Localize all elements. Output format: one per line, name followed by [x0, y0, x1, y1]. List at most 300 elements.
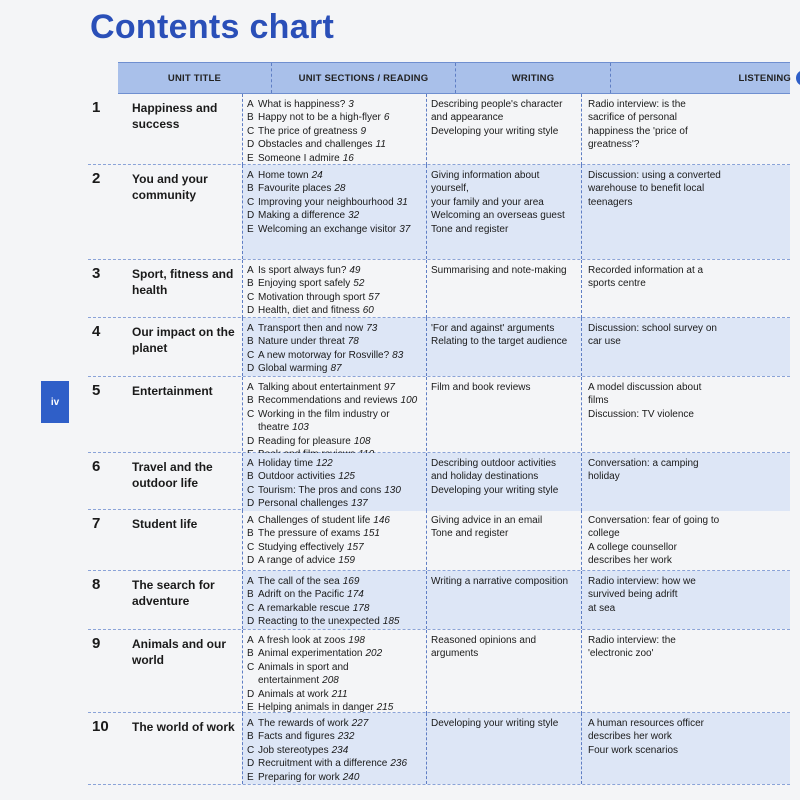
- section-text: [258, 98, 422, 111]
- section-item: [247, 771, 422, 784]
- listening-line: Radio interview: the: [588, 635, 676, 646]
- section-letter: C: [247, 408, 255, 420]
- section-page: 174: [347, 589, 364, 601]
- section-letter: D: [247, 616, 255, 628]
- section-letter: E: [247, 702, 254, 714]
- section-item: [247, 277, 422, 290]
- section-title: Improving your neighbourhood: [258, 196, 394, 208]
- section-text: [258, 152, 422, 165]
- section-letter: C: [247, 291, 255, 303]
- section-title: Outdoor activities: [258, 471, 336, 483]
- section-page: 9: [360, 125, 367, 137]
- listening-line: happiness the 'price of: [588, 125, 688, 137]
- listening-line: survived being adrift: [588, 589, 678, 601]
- section-item: [247, 744, 422, 757]
- unit-listening: [581, 165, 790, 259]
- section-text: [258, 602, 422, 615]
- section-page: 236: [390, 758, 408, 770]
- section-title: Transport then and now: [258, 323, 364, 334]
- section-text: [258, 196, 422, 209]
- section-text: [258, 349, 422, 362]
- unit-row: [88, 94, 790, 165]
- unit-listening: [581, 318, 790, 376]
- section-page: 103: [292, 422, 309, 434]
- unit-writing: [426, 713, 581, 784]
- unit-writing: [426, 377, 581, 461]
- section-item: [247, 98, 422, 111]
- unit-listening: [581, 94, 790, 165]
- section-title: Health, diet and fitness: [258, 305, 360, 317]
- section-text: [258, 541, 422, 554]
- section-title: Studying effectively: [258, 541, 344, 553]
- section-letter: C: [247, 744, 255, 756]
- listening-line: sacrifice of personal: [588, 112, 677, 124]
- section-title: Facts and figures: [258, 731, 335, 743]
- header-writing: [456, 63, 611, 93]
- section-text: [258, 514, 422, 527]
- section-letter: A: [247, 323, 254, 334]
- writing-line: Relating to the target audience: [431, 336, 568, 348]
- header-sections: [272, 63, 456, 93]
- writing-line: Developing your writing style: [431, 125, 559, 137]
- section-page: 57: [368, 291, 380, 303]
- section-page: 151: [363, 528, 380, 540]
- section-item: [247, 196, 422, 209]
- section-letter: D: [247, 498, 255, 510]
- section-page: 208: [322, 675, 339, 687]
- section-item: [247, 111, 422, 124]
- unit-writing: [426, 453, 581, 511]
- section-letter: A: [247, 265, 254, 276]
- section-page: 122: [316, 458, 333, 469]
- listening-line: films: [588, 395, 609, 407]
- section-item: [247, 169, 422, 182]
- listening-line: Conversation: a camping: [588, 458, 699, 469]
- section-title: Reacting to the unexpected: [258, 616, 380, 628]
- writing-line: Describing people's character: [431, 99, 563, 110]
- section-letter: A: [247, 576, 254, 587]
- listening-line: describes her work: [588, 731, 672, 743]
- writing-line: Tone and register: [431, 223, 509, 235]
- section-text: [258, 209, 422, 222]
- section-text: [258, 264, 422, 277]
- contents-table: [88, 62, 790, 785]
- unit-writing: [426, 630, 581, 714]
- unit-number: 3: [92, 265, 101, 282]
- section-item: [247, 408, 422, 435]
- section-letter: B: [247, 648, 254, 660]
- unit-title: Happiness and success: [132, 101, 218, 131]
- speaker-icon: [796, 70, 800, 86]
- writing-line: Tone and register: [431, 528, 509, 540]
- section-letter: D: [247, 555, 255, 567]
- section-title: The rewards of work: [258, 718, 349, 729]
- section-letter: C: [247, 196, 255, 208]
- section-item: [247, 381, 422, 394]
- section-item: [247, 182, 422, 195]
- section-letter: A: [247, 170, 254, 181]
- unit-title: Student life: [132, 517, 198, 531]
- unit-listening: [581, 260, 790, 318]
- section-page: 137: [351, 498, 368, 510]
- section-text: [258, 335, 422, 348]
- section-title: Animals at work: [258, 688, 329, 700]
- section-item: [247, 304, 422, 317]
- writing-line: 'For and against' arguments: [431, 323, 555, 334]
- section-title: Animal experimentation: [258, 648, 363, 660]
- listening-line: 'electronic zoo': [588, 648, 654, 660]
- section-title: A new motorway for Rosville?: [258, 349, 390, 361]
- unit-title: The search for adventure: [132, 578, 215, 608]
- section-letter: A: [247, 515, 254, 526]
- page-number-tab: iv: [41, 381, 69, 423]
- unit-writing: [426, 571, 581, 629]
- writing-line: and holiday destinations: [431, 471, 539, 483]
- listening-line: Conversation: fear of going to: [588, 515, 720, 526]
- unit-title: Animals and our world: [132, 637, 227, 667]
- section-item: [247, 152, 422, 165]
- section-letter: A: [247, 458, 254, 469]
- unit-number: 7: [92, 515, 101, 532]
- section-title: Personal challenges: [258, 498, 349, 510]
- section-page: 87: [330, 363, 342, 375]
- section-letter: A: [247, 718, 254, 729]
- section-letter: B: [247, 731, 254, 743]
- section-title: The pressure of exams: [258, 528, 361, 540]
- section-title: Recruitment with a difference: [258, 758, 388, 770]
- section-letter: C: [247, 661, 255, 673]
- section-item: [247, 457, 422, 470]
- section-letter: D: [247, 363, 255, 375]
- section-text: [258, 223, 422, 236]
- section-text: [258, 125, 422, 138]
- section-page: 198: [348, 635, 365, 646]
- section-page: 157: [346, 541, 364, 553]
- listening-line: sports centre: [588, 278, 646, 290]
- unit-row: [88, 630, 790, 713]
- section-page: 3: [348, 99, 354, 110]
- unit-writing: [426, 260, 581, 318]
- section-item: [247, 757, 422, 770]
- section-page: 49: [349, 265, 361, 276]
- section-text: [258, 717, 422, 730]
- section-letter: B: [247, 395, 254, 407]
- section-page: 215: [376, 702, 394, 714]
- writing-line: Giving advice in an email: [431, 515, 543, 526]
- section-page: 125: [338, 471, 355, 483]
- writing-line: Welcoming an overseas guest: [431, 210, 565, 222]
- section-page: 73: [366, 323, 378, 334]
- section-text: [258, 744, 422, 757]
- writing-line: Describing outdoor activities: [431, 458, 557, 469]
- section-page: 97: [383, 382, 395, 393]
- section-text: [258, 381, 422, 394]
- section-letter: B: [247, 336, 254, 348]
- section-page: 185: [382, 616, 400, 628]
- section-title: The price of greatness: [258, 125, 358, 137]
- unit-listening: [581, 377, 790, 461]
- header-writing-label: WRITING: [511, 72, 555, 84]
- unit-title: Entertainment: [132, 384, 213, 398]
- unit-listening: [581, 630, 790, 714]
- section-title: Preparing for work: [258, 771, 340, 783]
- section-item: [247, 588, 422, 601]
- unit-number: 4: [92, 323, 101, 340]
- unit-writing: [426, 510, 581, 570]
- section-letter: D: [247, 688, 255, 700]
- section-letter: E: [247, 152, 254, 164]
- unit-number: 6: [92, 458, 101, 475]
- unit-writing: [426, 318, 581, 376]
- unit-sections: [242, 510, 426, 570]
- listening-line: describes her work: [588, 555, 672, 567]
- section-item: [247, 647, 422, 660]
- unit-title: The world of work: [132, 720, 235, 734]
- section-title: Someone I admire: [258, 152, 340, 164]
- section-text: [258, 771, 422, 784]
- listening-line: Radio interview: is the: [588, 99, 686, 110]
- section-letter: C: [247, 125, 255, 137]
- section-page: 232: [337, 731, 355, 743]
- section-page: 60: [362, 305, 374, 317]
- section-letter: B: [247, 471, 254, 483]
- section-item: [247, 322, 422, 335]
- unit-row: [88, 453, 790, 510]
- section-item: [247, 209, 422, 222]
- section-item: [247, 125, 422, 138]
- section-text: [258, 554, 422, 567]
- section-letter: E: [247, 771, 254, 783]
- section-item: [247, 362, 422, 375]
- section-text: [258, 615, 422, 628]
- section-text: [258, 527, 422, 540]
- section-title: Holiday time: [258, 458, 314, 469]
- unit-title: You and your community: [132, 172, 208, 202]
- section-text: [258, 484, 422, 497]
- unit-listening: [581, 571, 790, 629]
- unit-writing: [426, 94, 581, 165]
- header-listening-label: LISTENING: [738, 72, 791, 84]
- section-item: [247, 138, 422, 151]
- section-item: [247, 688, 422, 701]
- section-title: Obstacles and challenges: [258, 139, 373, 151]
- writing-line: your family and your area: [431, 196, 544, 208]
- section-text: [258, 688, 422, 701]
- section-text: [258, 757, 422, 770]
- section-title: Happy not to be a high-flyer: [258, 112, 381, 124]
- section-item: [247, 349, 422, 362]
- unit-number: 5: [92, 382, 101, 399]
- section-letter: C: [247, 541, 255, 553]
- section-page: 78: [347, 336, 359, 348]
- section-page: 169: [342, 576, 360, 587]
- section-text: [258, 634, 422, 647]
- section-text: [258, 575, 422, 588]
- unit-listening: [581, 453, 790, 511]
- unit-number: 8: [92, 576, 101, 593]
- section-page: 31: [396, 196, 408, 208]
- section-text: [258, 182, 422, 195]
- section-title: Enjoying sport safely: [258, 278, 351, 290]
- section-item: [247, 435, 422, 448]
- section-letter: A: [247, 635, 254, 646]
- section-item: [247, 717, 422, 730]
- section-page: 227: [351, 718, 369, 729]
- section-title: Challenges of student life: [258, 515, 371, 526]
- section-item: [247, 575, 422, 588]
- writing-line: Film and book reviews: [431, 382, 531, 393]
- section-letter: C: [247, 484, 255, 496]
- listening-line: A model discussion about: [588, 382, 702, 393]
- unit-sections: [242, 713, 426, 784]
- section-item: [247, 554, 422, 567]
- section-title: Tourism: The pros and cons: [258, 484, 382, 496]
- section-item: [247, 291, 422, 304]
- unit-title: Sport, fitness and health: [132, 267, 234, 297]
- unit-row: [88, 377, 790, 453]
- section-item: [247, 223, 422, 236]
- section-title: Animals in sport and entertainment: [258, 661, 349, 687]
- listening-line: Four work scenarios: [588, 744, 679, 756]
- section-page: 83: [392, 349, 404, 361]
- section-title: Recommendations and reviews: [258, 395, 398, 407]
- unit-number: 10: [92, 718, 109, 735]
- section-page: 28: [334, 183, 346, 195]
- section-title: Helping animals in danger: [258, 702, 374, 714]
- section-title: Motivation through sport: [258, 291, 366, 303]
- unit-title: Our impact on the planet: [132, 325, 235, 355]
- unit-sections: [242, 165, 426, 259]
- section-letter: D: [247, 305, 255, 317]
- unit-writing: [426, 165, 581, 259]
- section-letter: B: [247, 183, 254, 195]
- unit-number: 2: [92, 170, 101, 187]
- writing-line: and appearance: [431, 112, 504, 124]
- listening-line: A human resources officer: [588, 718, 704, 729]
- unit-listening: [581, 510, 790, 570]
- section-title: The call of the sea: [258, 576, 340, 587]
- unit-title: Travel and the outdoor life: [132, 460, 213, 490]
- section-page: 146: [373, 515, 390, 526]
- section-item: [247, 264, 422, 277]
- section-item: [247, 602, 422, 615]
- section-text: [258, 291, 422, 304]
- section-title: Global warming: [258, 363, 328, 375]
- section-item: [247, 615, 422, 628]
- unit-row: [88, 713, 790, 785]
- writing-line: arguments: [431, 648, 479, 660]
- section-text: [258, 408, 422, 435]
- section-title: Reading for pleasure: [258, 435, 351, 447]
- section-text: [258, 394, 422, 407]
- section-text: [258, 362, 422, 375]
- section-page: 108: [353, 435, 371, 447]
- section-letter: B: [247, 278, 254, 290]
- section-text: [258, 138, 422, 151]
- section-page: 16: [342, 152, 354, 164]
- listening-line: at sea: [588, 602, 616, 614]
- header-sections-label: UNIT SECTIONS / READING: [298, 72, 429, 84]
- listening-line: Radio interview: how we: [588, 576, 696, 587]
- section-item: [247, 497, 422, 510]
- section-letter: C: [247, 602, 255, 614]
- section-page: 52: [353, 278, 365, 290]
- listening-line: teenagers: [588, 196, 633, 208]
- unit-sections: [242, 630, 426, 714]
- section-item: [247, 514, 422, 527]
- listening-line: Recorded information at a: [588, 265, 704, 276]
- unit-listening: [581, 713, 790, 784]
- listening-line: holiday: [588, 471, 620, 483]
- section-letter: D: [247, 210, 255, 222]
- header-unit-title-label: UNIT TITLE: [167, 72, 222, 84]
- section-letter: D: [247, 139, 255, 151]
- section-title: A range of advice: [258, 555, 336, 567]
- listening-line: greatness'?: [588, 139, 640, 151]
- section-title: Nature under threat: [258, 336, 345, 348]
- listening-line: Discussion: TV violence: [588, 408, 694, 420]
- section-title: Adrift on the Pacific: [258, 589, 345, 601]
- section-page: 130: [384, 484, 401, 496]
- section-item: [247, 634, 422, 647]
- section-item: [247, 730, 422, 743]
- section-page: 234: [331, 744, 349, 756]
- section-letter: D: [247, 435, 255, 447]
- section-page: 100: [400, 395, 418, 407]
- unit-sections: [242, 453, 426, 511]
- section-text: [258, 277, 422, 290]
- section-item: [247, 661, 422, 688]
- unit-sections: [242, 94, 426, 165]
- section-title: Is sport always fun?: [258, 265, 347, 276]
- section-page: 37: [399, 223, 411, 235]
- section-page: 159: [338, 555, 355, 567]
- unit-row: [88, 165, 790, 260]
- section-text: [258, 322, 422, 335]
- section-title: A remarkable rescue: [258, 602, 350, 614]
- section-text: [258, 304, 422, 317]
- section-letter: A: [247, 99, 254, 110]
- listening-line: Discussion: using a converted: [588, 170, 721, 181]
- section-item: [247, 335, 422, 348]
- writing-line: Summarising and note-making: [431, 265, 567, 276]
- listening-line: college: [588, 528, 620, 540]
- table-body: [88, 94, 790, 785]
- writing-line: Giving information about yourself,: [431, 170, 540, 195]
- writing-line: Developing your writing style: [431, 718, 559, 729]
- section-letter: B: [247, 528, 254, 540]
- writing-line: Reasoned opinions and: [431, 635, 537, 646]
- section-letter: D: [247, 758, 255, 770]
- section-letter: B: [247, 589, 254, 601]
- section-letter: E: [247, 223, 254, 235]
- section-page: 211: [331, 688, 348, 700]
- listening-line: Discussion: school survey on: [588, 323, 717, 334]
- section-letter: B: [247, 112, 254, 124]
- section-item: [247, 394, 422, 407]
- section-page: 178: [352, 602, 370, 614]
- section-text: [258, 470, 422, 483]
- section-title: Home town: [258, 170, 309, 181]
- section-text: [258, 730, 422, 743]
- listening-line: car use: [588, 336, 621, 348]
- section-page: 24: [311, 170, 323, 181]
- unit-sections: [242, 318, 426, 376]
- section-item: [247, 484, 422, 497]
- section-title: Working in the film industry or theatre: [258, 408, 390, 434]
- unit-number: 1: [92, 99, 101, 116]
- section-text: [258, 497, 422, 510]
